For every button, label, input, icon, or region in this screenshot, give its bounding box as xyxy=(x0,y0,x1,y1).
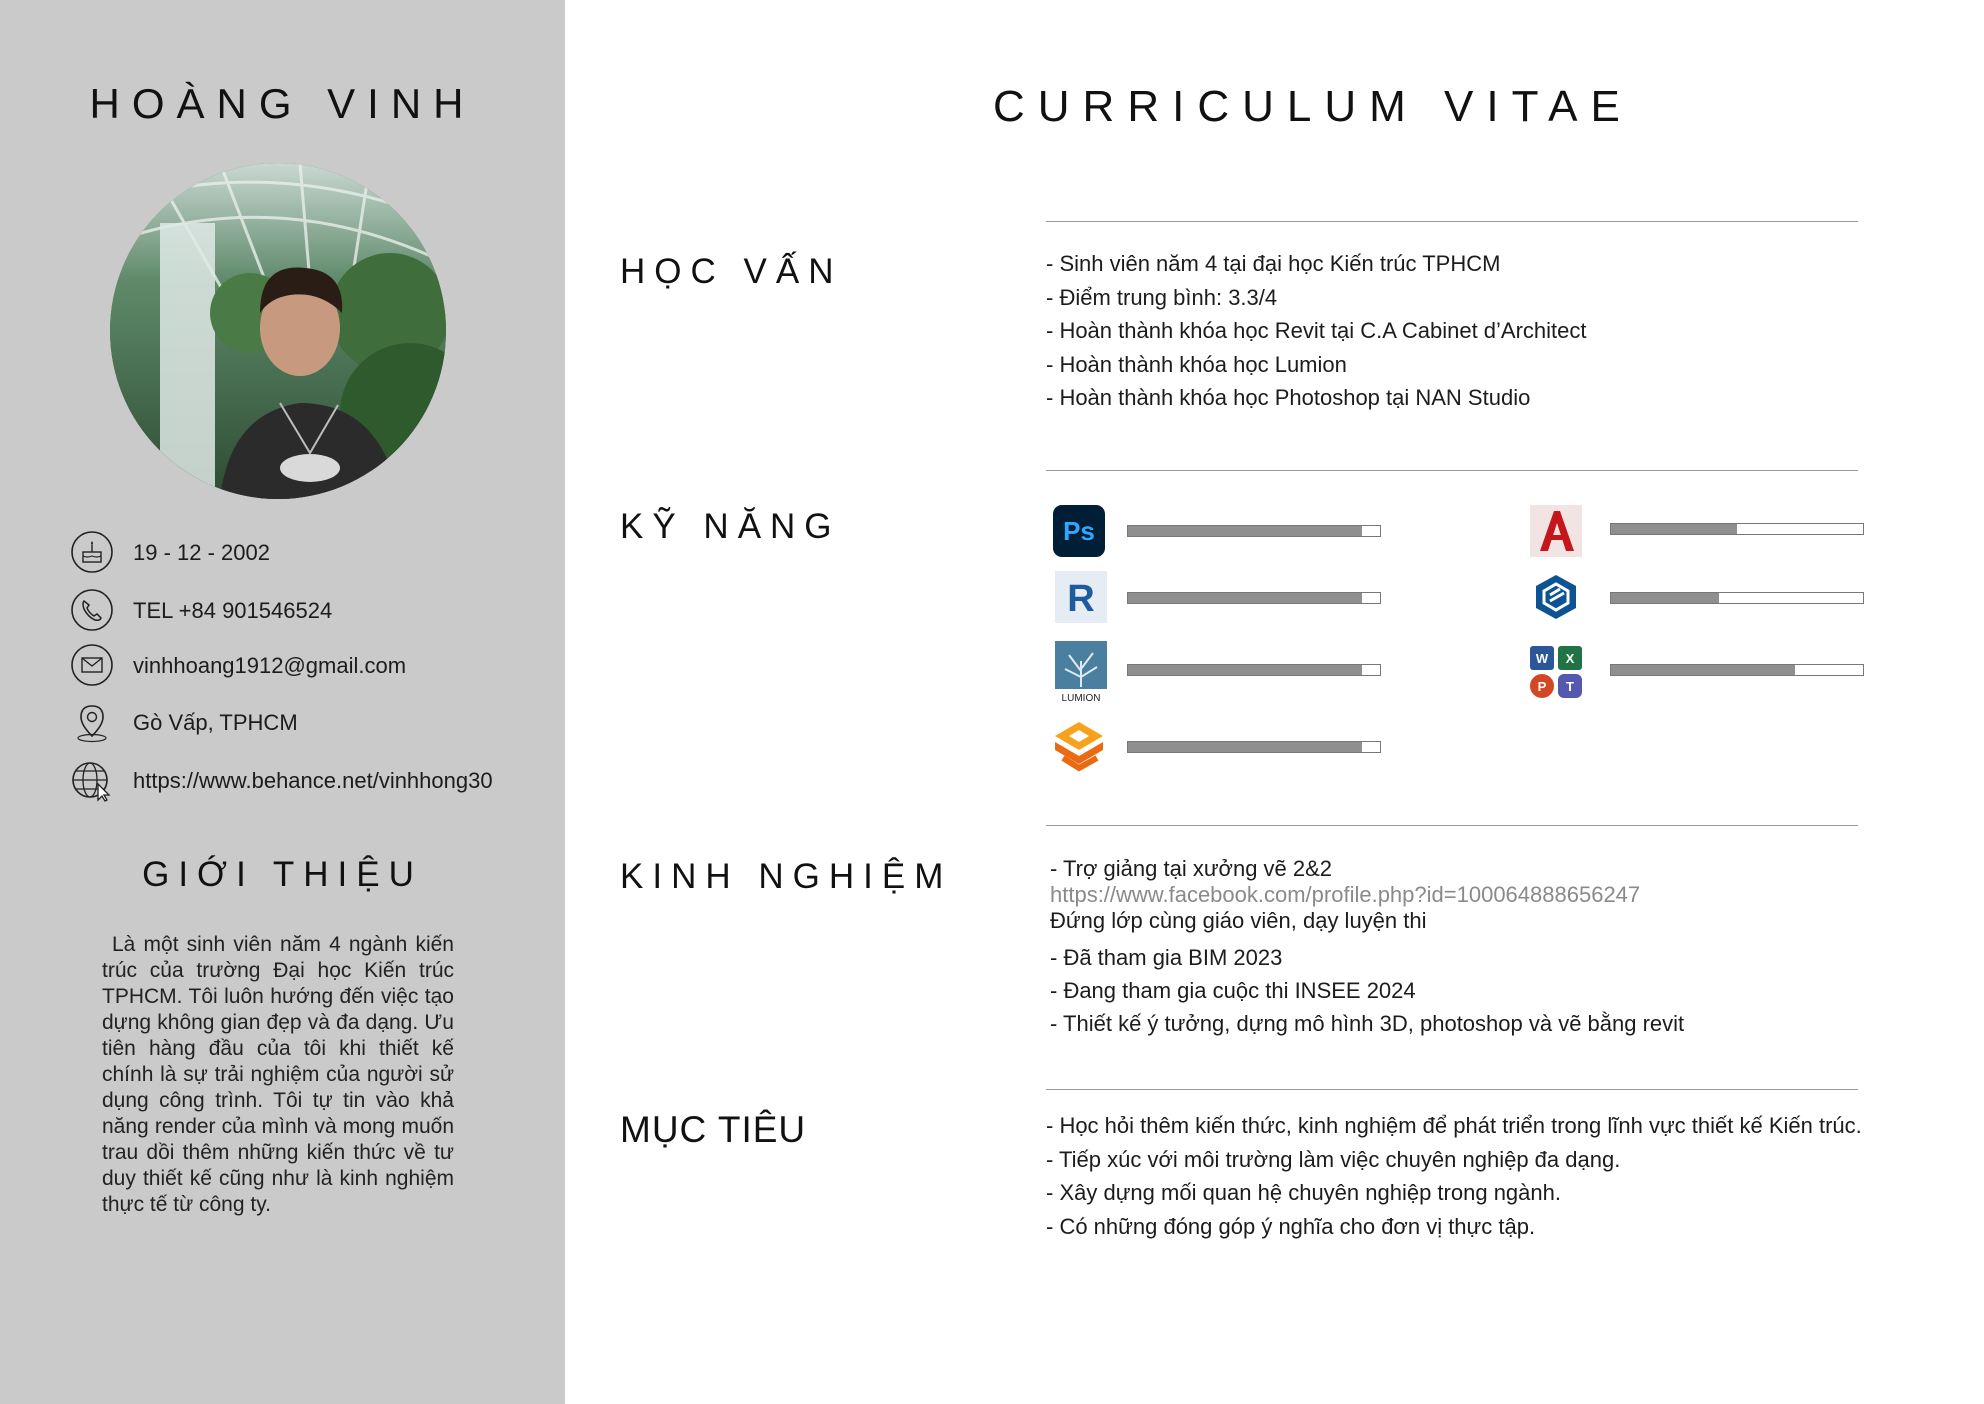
goal-item: - Tiếp xúc với môi trường làm việc chuyên nghiệp đa dạng. xyxy=(1046,1146,1621,1172)
intro-text: Là một sinh viên năm 4 ngành kiến trúc của trường Đại học Kiến trúc TPHCM. Tôi luôn hướng đến việc tạo dựng không gian đẹp và đa dạng. Ưu tiên hàng đầu của tôi khi thiết kế chính là sự trải nghiệm của người sử dụng công trình. Tôi tự tin vào khả năng render của mình và mong muốn trau dồi thêm những kiến thức về tư duy thiết kế cũng như là kinh nghiệm thực tế từ công ty. xyxy=(102,933,454,1216)
experience-link[interactable]: https://www.facebook.com/profile.php?id=100064888656247 xyxy=(1050,882,1641,907)
education-list xyxy=(1046,247,1866,415)
photoshop-icon xyxy=(1053,505,1105,557)
lumion-icon xyxy=(1055,641,1107,703)
divider xyxy=(1046,221,1858,222)
skill-bar-fill xyxy=(1128,526,1362,536)
skill-bar-revit xyxy=(1127,592,1381,604)
revit-icon xyxy=(1055,571,1107,623)
contact-birthday xyxy=(70,530,560,576)
experience-item: - Đã tham gia BIM 2023 xyxy=(1050,945,1283,970)
education-item: - Hoàn thành khóa học Revit tại C.A Cabinet d’Architect xyxy=(1046,318,1587,343)
education-item: - Hoàn thành khóa học Lumion xyxy=(1046,351,1347,377)
experience-item: - Trợ giảng tại xưởng vẽ 2&2 xyxy=(1050,856,1333,881)
experience-item: Đứng lớp cùng giáo viên, dạy luyện thi xyxy=(1050,908,1427,933)
goals-title: MỤC TIÊU xyxy=(620,1109,807,1150)
birthday-text: 19 - 12 - 2002 xyxy=(133,540,270,565)
email-text[interactable]: vinhhoang1912@gmail.com xyxy=(133,653,407,678)
phone-text: TEL +84 901546524 xyxy=(133,598,333,623)
skill-bar-office xyxy=(1610,664,1864,676)
sidebar xyxy=(0,0,565,1404)
phone-icon xyxy=(70,588,114,632)
skill-bar-fill xyxy=(1128,593,1362,603)
experience-title: KINH NGHIỆM xyxy=(620,857,953,896)
goals-list xyxy=(1046,1109,1864,1243)
photoshop-icon-label: Ps xyxy=(1063,516,1095,546)
contact-email[interactable] xyxy=(70,643,560,689)
website-text[interactable]: https://www.behance.net/vinhhong30 xyxy=(133,768,493,793)
goal-item: - Có những đóng góp ý nghĩa cho đơn vị thực tập. xyxy=(1046,1213,1536,1239)
ms-office-icon xyxy=(1528,644,1584,700)
contact-location xyxy=(70,700,560,746)
svg-text:P: P xyxy=(1537,679,1547,694)
svg-text:W: W xyxy=(1535,651,1549,666)
skill-bar-fill xyxy=(1611,665,1795,675)
cv-title: CURRICULUM VITAE xyxy=(993,82,1633,131)
skill-bar-fill xyxy=(1611,593,1719,603)
lumion-icon-label: LUMION xyxy=(1061,693,1101,703)
divider xyxy=(1046,470,1858,471)
svg-text:T: T xyxy=(1566,679,1574,694)
location-pin-icon xyxy=(70,700,114,744)
autocad-icon xyxy=(1530,505,1582,557)
skill-bar-fill xyxy=(1128,665,1362,675)
education-item: - Hoàn thành khóa học Photoshop tại NAN Studio xyxy=(1046,385,1531,410)
experience-item: - Thiết kế ý tưởng, dựng mô hình 3D, photoshop và vẽ bằng revit xyxy=(1050,1011,1685,1036)
goal-item: - Xây dựng mối quan hệ chuyên nghiệp trong ngành. xyxy=(1046,1180,1561,1205)
avatar xyxy=(110,163,446,499)
skill-bar-fill xyxy=(1128,742,1362,752)
location-text: Gò Vấp, TPHCM xyxy=(133,710,298,735)
contact-phone xyxy=(70,588,560,634)
skill-bar-lumion xyxy=(1127,664,1381,676)
globe-cursor-icon xyxy=(70,758,114,802)
mail-icon xyxy=(70,643,114,687)
skill-bar-sketchup xyxy=(1610,592,1864,604)
skill-bar-enscape xyxy=(1127,741,1381,753)
goal-item: - Học hỏi thêm kiến thức, kinh nghiệm để phát triển trong lĩnh vực thiết kế Kiến trúc. xyxy=(1046,1113,1862,1138)
revit-icon-label: R xyxy=(1067,578,1095,620)
divider xyxy=(1046,825,1858,826)
svg-text:X: X xyxy=(1565,651,1575,666)
experience-item: - Đang tham gia cuộc thi INSEE 2024 xyxy=(1050,978,1416,1003)
birthday-cake-icon xyxy=(70,530,114,574)
sketchup-icon xyxy=(1530,571,1582,623)
skill-bar-photoshop xyxy=(1127,525,1381,537)
skill-bar-fill xyxy=(1611,524,1737,534)
experience-list xyxy=(1050,856,1870,1040)
intro-title: GIỚI THIỆU xyxy=(142,855,423,894)
skill-bar-autocad xyxy=(1610,523,1864,535)
candidate-name: HOÀNG VINH xyxy=(89,80,476,127)
contact-website[interactable] xyxy=(70,758,560,804)
education-item: - Điểm trung bình: 3.3/4 xyxy=(1046,284,1278,310)
education-title: HỌC VẤN xyxy=(620,252,843,291)
divider xyxy=(1046,1089,1858,1090)
skills-title: KỸ NĂNG xyxy=(620,507,841,546)
enscape-icon xyxy=(1051,718,1107,774)
education-item: - Sinh viên năm 4 tại đại học Kiến trúc TPHCM xyxy=(1046,251,1501,276)
